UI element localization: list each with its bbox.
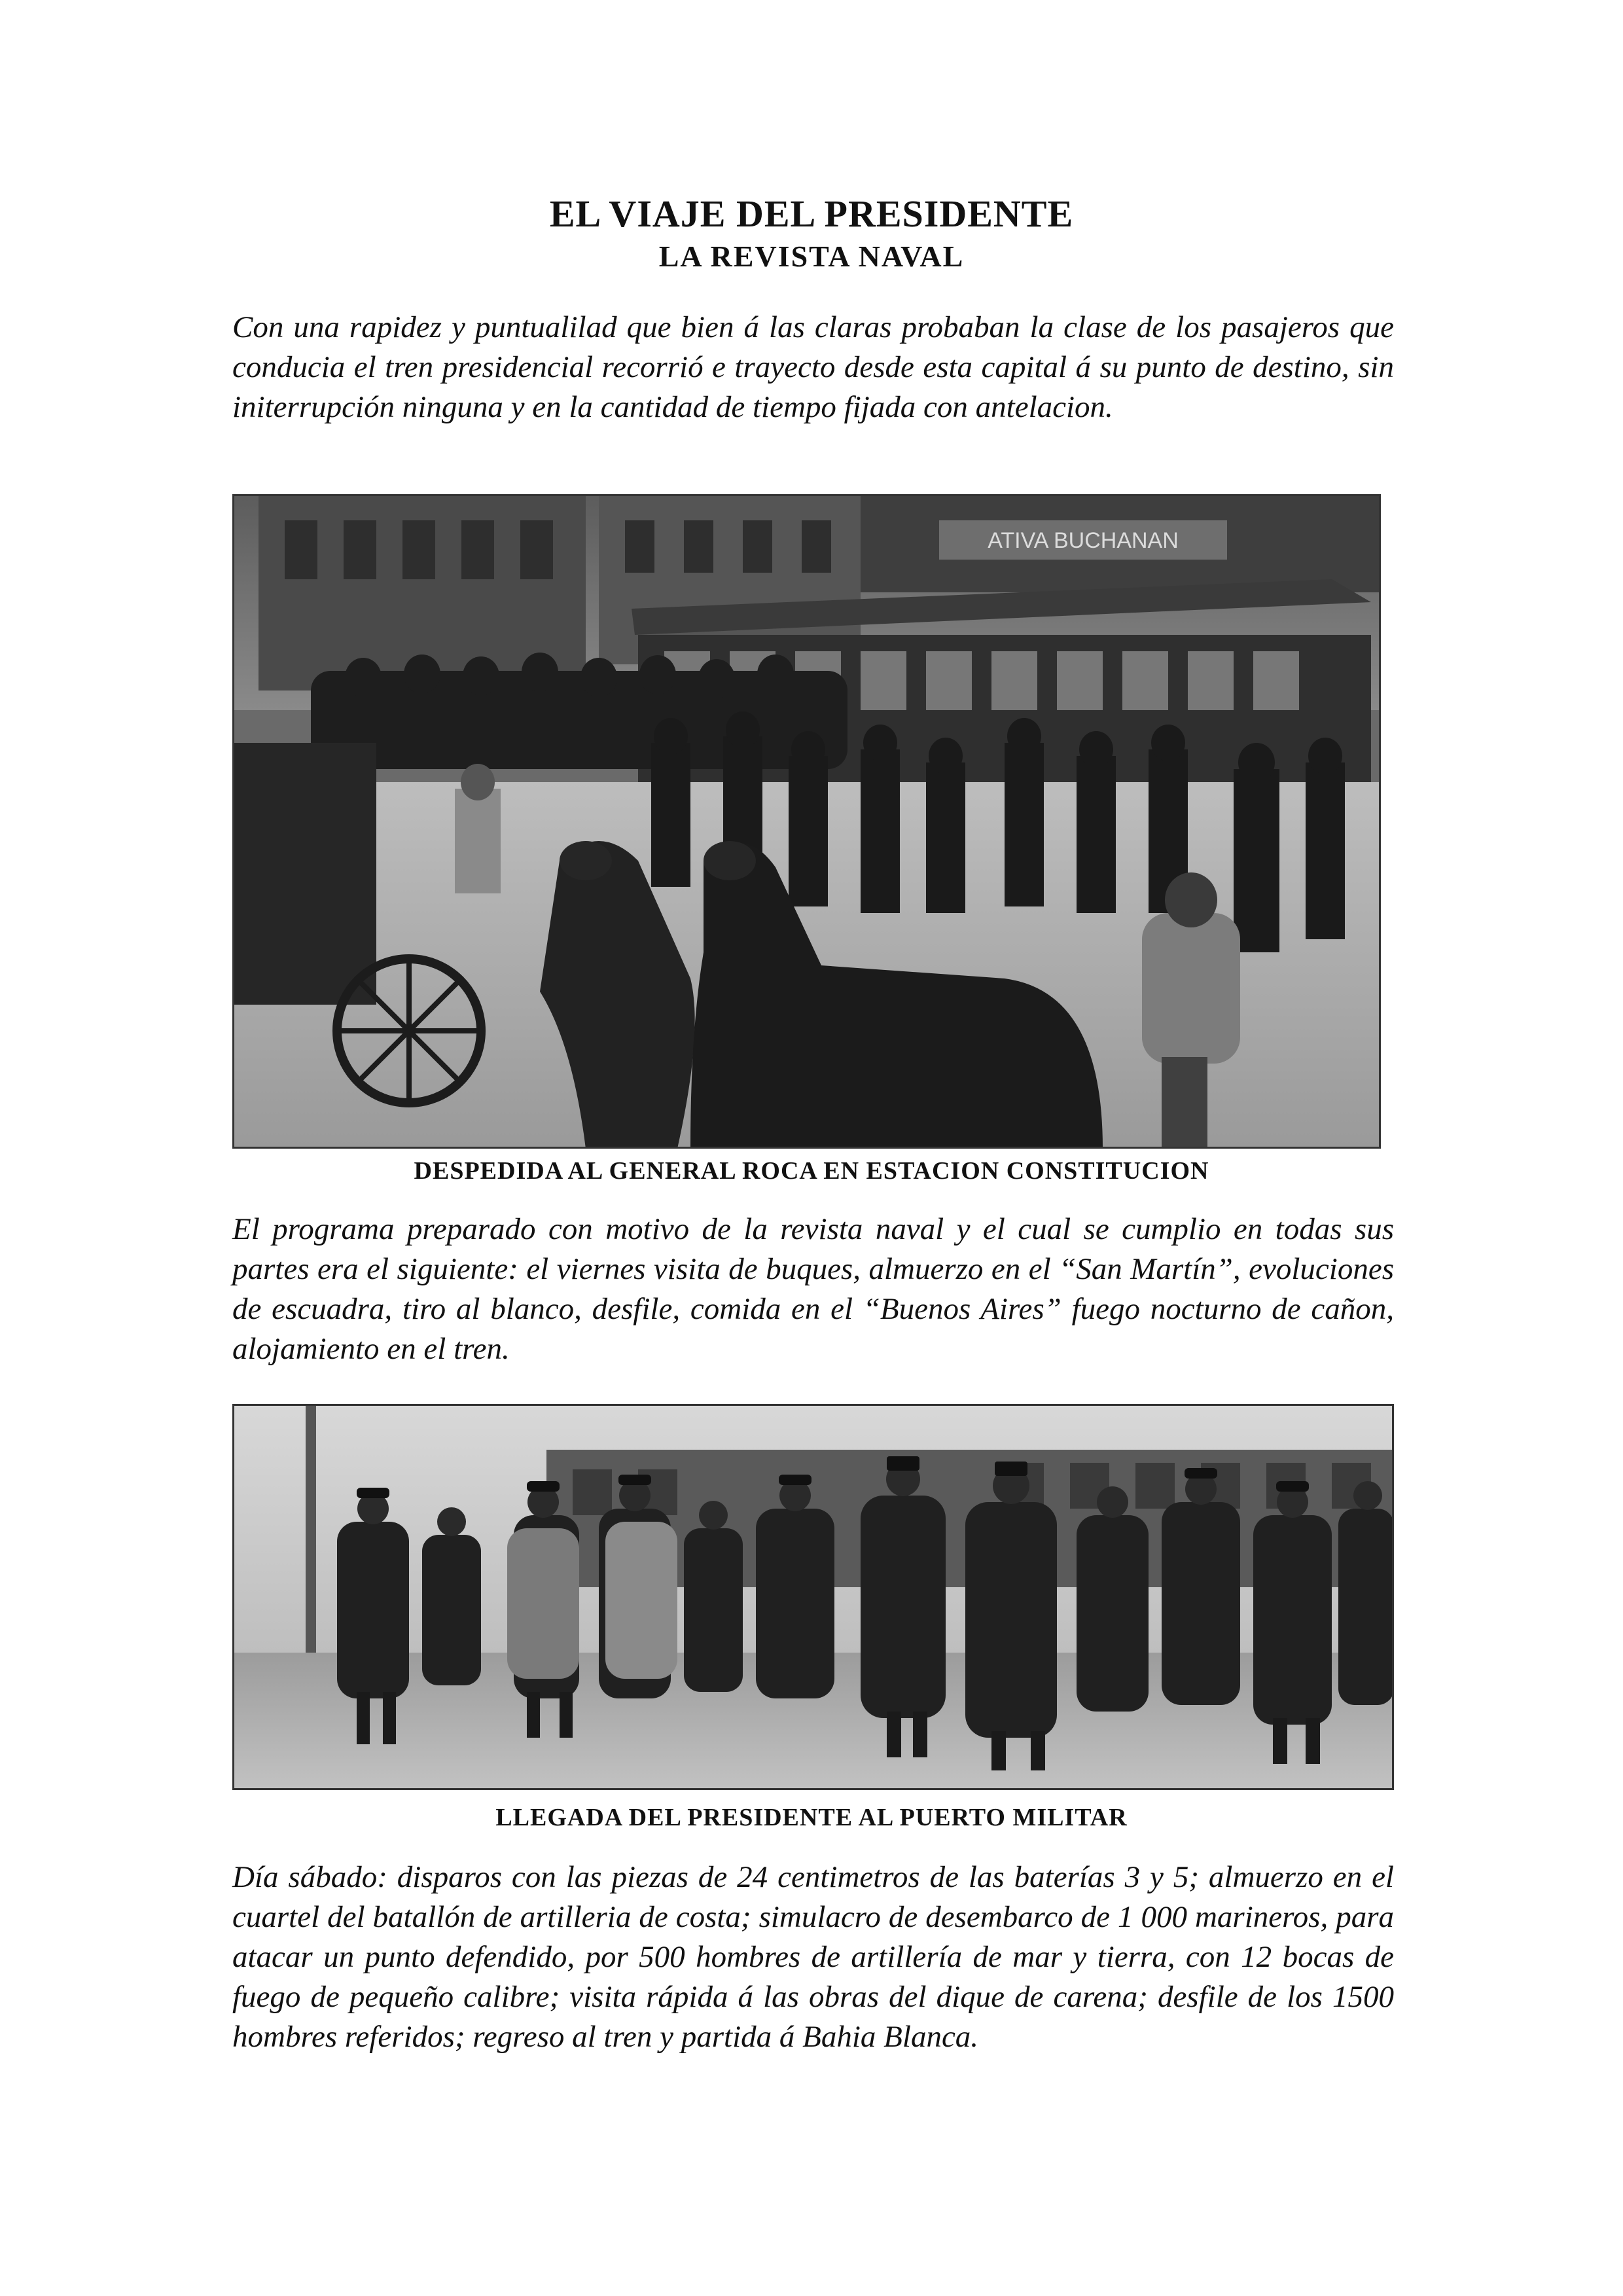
paragraph-program: El programa preparado con motivo de la revista naval y el cual se cumplio en todas sus partes era el siguiente: el viernes visita de buques, almuerzo en el “San Martín”, evoluciones de escuadra, tiro al blanco, desfile, comida en el “Buenos Aires” fuego nocturno de cañon, alojamiento en el tren. <box>232 1212 1394 1366</box>
article-title: EL VIAJE DEL PRESIDENTE <box>549 192 1074 235</box>
photo-caption-2: LLEGADA DEL PRESIDENTE AL PUERTO MILITAR <box>495 1804 1128 1831</box>
paragraph-intro: Con una rapidez y puntualilad que bien á las claras probaban la clase de los pasajeros que conducia el tren presidencial recorrió e trayecto desde esta capital á su punto de destino, sin initerrupción ninguna y en la cantidad de tiempo fijada con antelacion. <box>232 310 1394 424</box>
paragraph-saturday: Día sábado: disparos con las piezas de 24 centimetros de las baterías 3 y 5; almuerzo en el cuartel del batallón de artilleria de costa; simulacro de desembarco de 1 000 marineros, para atacar un punto defendido, por 500 hombres de artillería de mar y tierra, con 12 bocas de fuego de pequeño calibre; visita rápida á las obras del dique de carena; desfile de los 1500 hombres referidos; regreso al tren y partida á Bahia Blanca. <box>232 1860 1394 2054</box>
photo-caption-1: DESPEDIDA AL GENERAL ROCA EN ESTACION CONSTITUCION <box>414 1157 1209 1185</box>
photo-arrival-port <box>232 1404 1394 1790</box>
shop-sign-text: ATIVA BUCHANAN <box>988 528 1179 553</box>
article-subtitle: LA REVISTA NAVAL <box>658 240 965 273</box>
photo-station-farewell <box>232 494 1381 1149</box>
